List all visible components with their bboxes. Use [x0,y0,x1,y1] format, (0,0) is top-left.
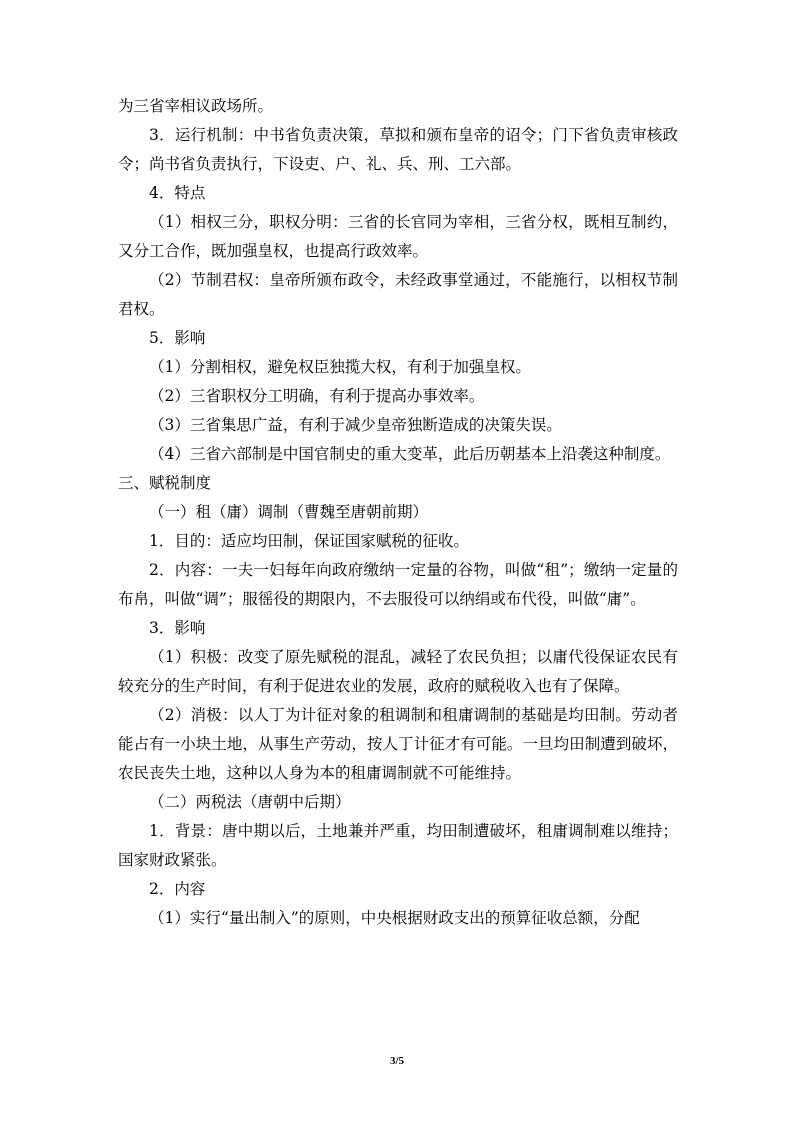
paragraph: （3）三省集思广益，有利于减少皇帝独断造成的决策失误。 [149,416,562,434]
subsection-heading: （二）两税法（唐朝中后期） [149,793,351,811]
page-number: 3/5 [389,1055,405,1067]
section-heading: 5．影响 [149,329,206,347]
section-heading: 3．影响 [149,619,206,637]
paragraph: 为三省宰相议政场所。 [118,97,274,115]
paragraph: （1）分割相权，避免权臣独揽大权，有利于加强皇权。 [149,358,531,376]
paragraph: 1．目的：适应均田制，保证国家赋税的征收。 [149,532,469,550]
paragraph: （2）节制君权：皇帝所颁布政令，未经政事堂通过，不能施行，以相权节制君权。 [118,271,678,318]
paragraph: （1）积极：改变了原先赋税的混乱，减轻了农民负担；以庸代役保证农民有较充分的生产时间，有利于促进农业的发展，政府的赋税收入也有了保障。 [118,648,678,695]
paragraph: （2）消极：以人丁为计征对象的租调制和租庸调制的基础是均田制。劳动者能占有一小块土地，从事生产劳动，按人丁计征才有可能。一旦均田制遭到破坏，农民丧失土地，这种以人身为本的租庸调制就不可能维持。 [118,706,678,782]
paragraph: （2）三省职权分工明确，有利于提高办事效率。 [149,387,485,405]
paragraph: （1）相权三分，职权分明：三省的长官同为宰相，三省分权，既相互制约，又分工合作，既加强皇权，也提高行政效率。 [118,213,678,260]
chapter-heading: 三、赋税制度 [118,474,212,492]
paragraph: （1）实行“量出制入”的原则，中央根据财政支出的预算征收总额，分配 [149,909,640,927]
paragraph: 2．内容：一夫一妇每年向政府缴纳一定量的谷物，叫做“租”；缴纳一定量的布帛，叫做“调”；服徭役的期限内，不去服役可以纳绢或布代役，叫做“庸”。 [118,561,678,608]
paragraph: 3．运行机制：中书省负责决策，草拟和颁布皇帝的诏令；门下省负责审核政令；尚书省负责执行，下设吏、户、礼、兵、刑、工六部。 [118,126,678,173]
subsection-heading: （一）租（庸）调制（曹魏至唐朝前期） [149,503,429,521]
section-heading: 4．特点 [149,184,206,202]
section-heading: 2．内容 [149,880,206,898]
paragraph: （4）三省六部制是中国官制史的重大变革，此后历朝基本上沿袭这种制度。 [149,445,671,463]
paragraph: 1．背景：唐中期以后，土地兼并严重，均田制遭破坏，租庸调制难以维持；国家财政紧张。 [118,822,678,869]
page-body [118,92,678,933]
